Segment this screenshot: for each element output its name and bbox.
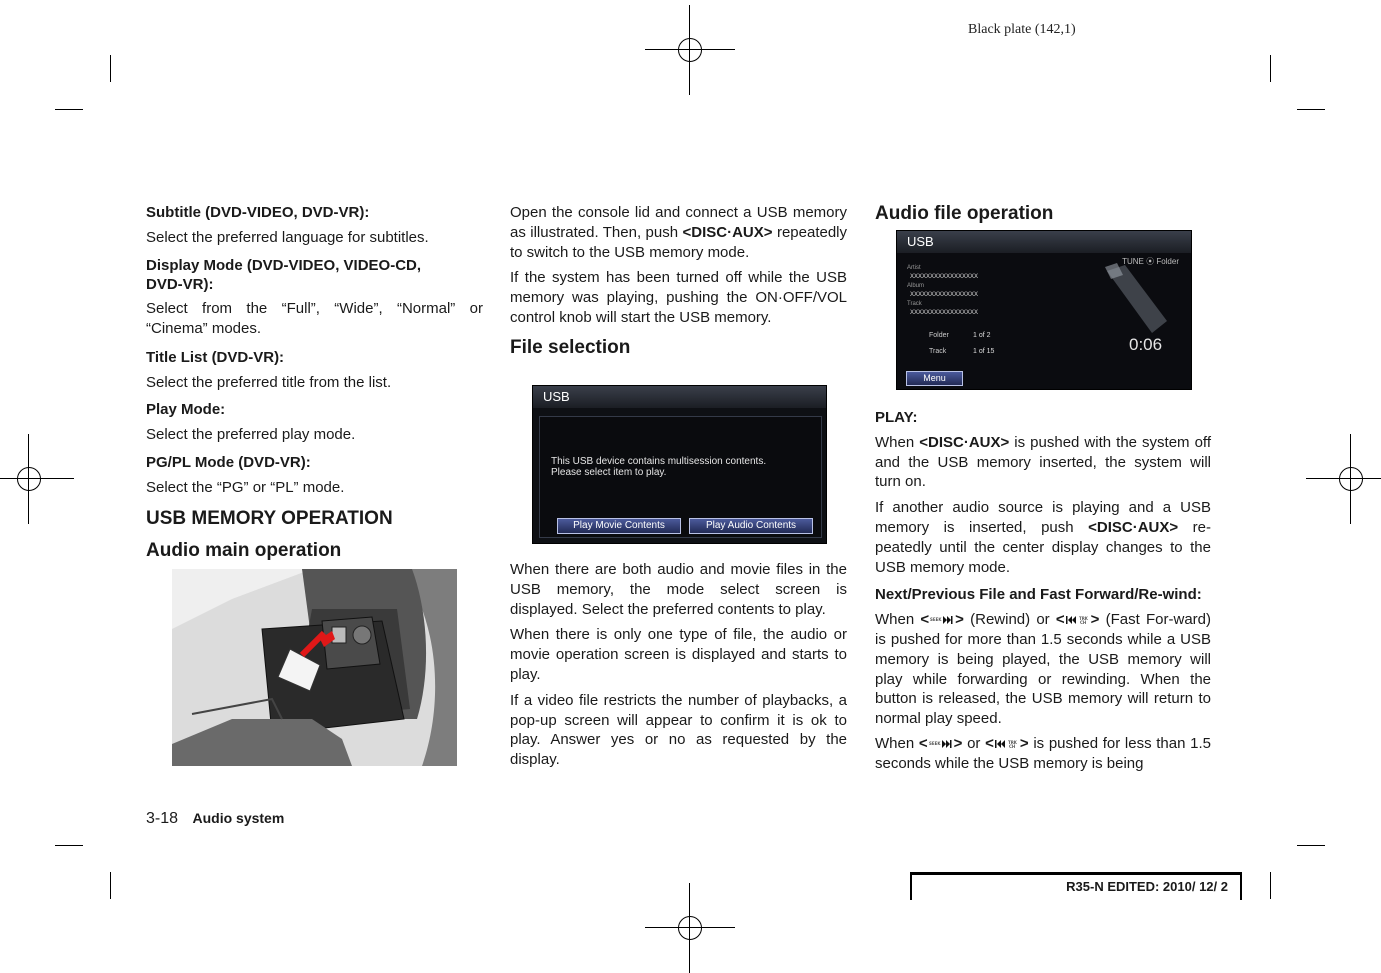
usb-memory-heading: USB MEMORY OPERATION [146,507,393,529]
registration-mark [1306,434,1381,524]
play-mode-heading: Play Mode: [146,401,226,419]
file-selection-screen [532,385,827,544]
usb-stick-icon [1097,261,1177,341]
display-mode-text [146,299,483,319]
sp-text-b: or [962,734,986,752]
track-count-label: Track [929,348,947,355]
screen-message-line2: Please select item to play. [551,467,667,478]
track-info [907,264,978,318]
artist-label: Artist [907,265,921,271]
seek-rewind-key: < SEEK > [918,734,963,752]
play-p1-text-a: When [875,433,920,451]
svg-text:CH: CH [1008,743,1016,749]
crop-mark [1270,55,1271,82]
disc-aux-key: <DISC·AUX> [682,223,773,241]
track-row [929,348,946,355]
resume-paragraph: If the system has been turned off while the USB memory was playing, pushing the ON·OFF/VOL control knob will start the USB memory. [510,269,847,326]
svg-text:TRK: TRK [1078,616,1088,622]
play-p2-text-a: If another audio source is playing and a USB memory is inserted, push [875,499,1211,536]
play-movie-button[interactable]: Play Movie Contents [557,518,681,534]
crop-mark [1297,845,1325,846]
console-illustration [172,569,457,766]
disc-aux-key: <DISC·AUX> [919,433,1010,451]
title-list-heading: Title List (DVD-VR): [146,348,285,366]
next-previous-heading: Next/Previous File and Fast Forward/Re-wind: [875,586,1202,604]
audio-file-heading: Audio file operation [875,203,1054,224]
page-number: 3-18 [146,810,179,827]
seek-rewind-key: < SEEK > [920,611,964,629]
mode-select-paragraph: When there are both audio and movie files in the USB memory, the mode select screen is displayed. Select the preferred contents to play. [510,561,847,618]
registration-mark [645,5,735,95]
playback-limit-paragraph: If a video file restricts the number of playbacks, a pop-up screen will appear to confirm it is ok to play. Answer yes or no as requested by the display. [510,691,847,769]
pgpl-heading: PG/PL Mode (DVD-VR): [146,453,311,471]
crop-mark [55,109,83,110]
screen-message [551,456,766,478]
tune-folder-label: TUNE ⦿ Folder [1122,257,1179,266]
folder-value: 1 of 2 [973,332,991,339]
menu-button[interactable]: Menu [906,371,963,386]
ff-text-c: (Fast For-ward) is pushed for more than 1.5 seconds while a USB memory is being played, the USB memory will play while forwarding or rewinding. When the button is released, the USB memory will return to normal play speed. [875,611,1211,728]
left-column [146,203,483,562]
sp-text-c: is pushed for less than 1.5 seconds while the USB memory is being [875,734,1211,772]
crop-mark [1270,872,1271,899]
track-count-value: 1 of 15 [973,348,995,355]
play-heading: PLAY: [875,409,918,426]
edited-stamp: R35-N EDITED: 2010/ 12/ 2 [1066,879,1228,894]
subtitle-heading: Subtitle (DVD-VIDEO, DVD-VR): [146,204,370,221]
svg-text:SEEK: SEEK [928,740,941,746]
screen-title-bar [533,386,826,408]
middle-column-lower [510,560,847,770]
display-mode-heading: Display Mode (DVD-VIDEO, VIDEO-CD, [146,256,422,274]
subtitle-text: Select the preferred language for subtitles. [146,228,429,246]
play-mode-text: Select the preferred play mode. [146,426,356,444]
fast-forward-paragraph [875,610,1211,729]
edited-box [910,872,1242,900]
play-p2-text-b: re-peatedly until the center display changes to the USB memory mode. [875,518,1212,576]
registration-mark [645,883,735,973]
display-mode-text-line1: Select from the “Full”, “Wide”, “Normal” or [146,300,483,318]
audio-operation-screen [896,230,1192,390]
play-p1-text-b: is pushed with the system off and the USB memory inserted, the system will turn on. [875,433,1211,491]
right-column [875,408,1211,774]
track-label: Track [907,301,922,307]
screen-title: USB [543,389,570,404]
disc-aux-key: <DISC·AUX> [1088,518,1179,536]
single-type-paragraph: When there is only one type of file, the audio or movie operation screen is displayed and starts to play. [510,626,847,683]
sp-text-a: When [875,734,919,752]
play-audio-button[interactable]: Play Audio Contents [689,518,813,534]
seek-rewind-icon [928,739,954,749]
crop-mark [110,872,111,899]
track-value: XXXXXXXXXXXXXXXXX [910,310,979,316]
title-list-text: Select the preferred title from the list. [146,373,392,391]
display-mode-text-line2: “Cinema” modes. [146,319,262,337]
ff-text-b: (Rewind) or [963,611,1056,629]
audio-main-heading: Audio main operation [146,539,342,561]
plate-label: Black plate (142,1) [968,22,1076,37]
track-skip-icon [1065,615,1091,625]
screen-message-line1: This USB device contains multisession contents. [551,456,767,467]
pgpl-text: Select the “PG” or “PL” mode. [146,478,345,496]
track-forward-key: < TRK CH > [1055,611,1100,629]
folder-label: Folder [929,332,949,339]
short-press-paragraph [875,734,1211,774]
svg-text:TRK: TRK [1007,739,1017,745]
play-paragraph-2 [875,498,1211,577]
svg-text:CH: CH [1079,620,1086,626]
middle-column [510,203,847,359]
album-label: Album [907,283,925,289]
section-name: Audio system [192,810,285,826]
crop-mark [110,55,111,82]
intro-paragraph [510,203,847,262]
seek-rewind-icon [929,615,955,625]
artist-value: XXXXXXXXXXXXXXXXX [910,274,979,280]
ff-text-a: When [875,611,921,629]
intro-text-a: Open the console lid and connect a USB memory as illustrated. Then, push [510,204,847,241]
folder-row [929,332,949,339]
audio-screen-title-bar [897,231,1191,253]
intro-text-b: repeatedly to switch to the USB memory mode. [510,223,847,261]
crop-mark [55,845,83,846]
audio-screen-title: USB [907,234,934,249]
track-skip-icon [994,739,1020,749]
crop-mark [1297,109,1325,110]
elapsed-time: 0:06 [1129,335,1163,354]
display-mode-heading-cont: DVD-VR): [146,276,214,294]
console-drawing [172,569,457,766]
svg-text:SEEK: SEEK [930,617,942,623]
track-forward-key: < TRK CH > [985,734,1029,752]
play-paragraph-1 [875,433,1211,492]
page-footer [146,810,284,828]
album-value: XXXXXXXXXXXXXXXXX [910,292,979,298]
registration-mark [0,434,74,524]
file-selection-heading: File selection [510,336,631,358]
